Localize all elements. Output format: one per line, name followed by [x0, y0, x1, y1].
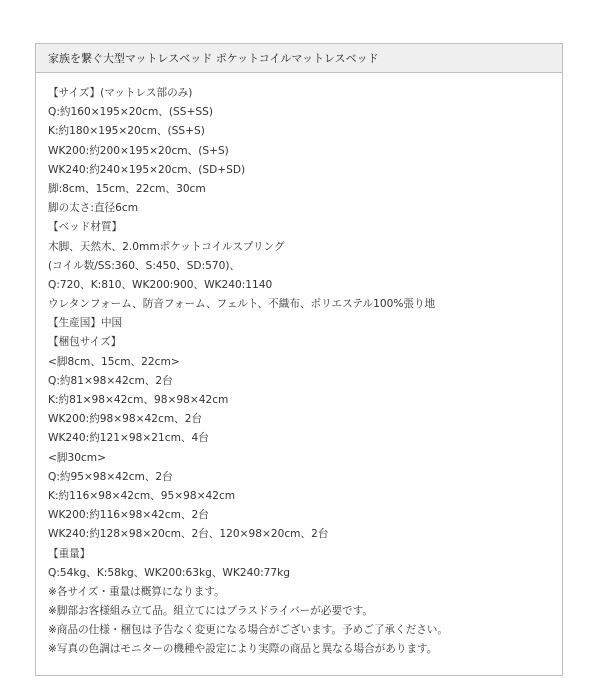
spec-line: K:約180×195×20cm、(SS+S) — [48, 125, 205, 138]
spec-line: Q:約81×98×42cm、2台 — [48, 374, 173, 387]
spec-line: <脚8cm、15cm、22cm> — [48, 355, 180, 368]
spec-line: WK240:約128×98×20cm、2台、120×98×20cm、2台 — [48, 528, 329, 541]
spec-line: ※写真の色調はモニターの機種や設定により実際の商品と異なる場合があります。 — [48, 643, 438, 656]
spec-line: ※各サイズ・重量は概算になります。 — [48, 585, 225, 598]
spec-line: ウレタンフォーム、防音フォーム、フェルト、不織布、ポリエステル100%張り地 — [48, 298, 436, 311]
spec-line: ※商品の仕様・梱包は予告なく変更になる場合がございます。予めご了承ください。 — [48, 624, 448, 637]
spec-line: 脚の太さ:直径6cm — [48, 202, 139, 215]
spec-list — [36, 73, 562, 660]
spec-line: K:約81×98×42cm、98×98×42cm — [48, 394, 229, 406]
spec-line: 脚:8cm、15cm、22cm、30cm — [48, 182, 206, 195]
spec-line: 木脚、天然木、2.0mmポケットコイルスプリング — [48, 240, 285, 253]
spec-line: (コイル数/SS:360、S:450、SD:570)、 — [48, 259, 241, 272]
spec-line: Q:54kg、K:58kg、WK200:63kg、WK240:77kg — [48, 566, 290, 579]
panel-header — [36, 44, 562, 73]
spec-line: 【重量】 — [48, 547, 91, 560]
spec-line: WK200:約200×195×20cm、(S+S) — [48, 144, 229, 157]
spec-line: WK240:約240×195×20cm、(SD+SD) — [48, 163, 246, 176]
spec-line: Q:720、K:810、WK200:900、WK240:1140 — [48, 278, 273, 291]
spec-line: K:約116×98×42cm、95×98×42cm — [48, 489, 236, 502]
spec-line: Q:約95×98×42cm、2台 — [48, 470, 173, 483]
panel-title: 家族を繋ぐ大型マットレスベッド ポケットコイルマットレスベッド — [48, 52, 379, 65]
spec-line: WK200:約116×98×42cm、2台 — [48, 509, 209, 522]
spec-line: Q:約160×195×20cm、(SS+SS) — [48, 106, 213, 119]
spec-line: 【ベッド材質】 — [48, 221, 123, 234]
spec-line: <脚30cm> — [48, 451, 106, 464]
spec-line: 【サイズ】(マットレス部のみ) — [48, 87, 193, 99]
spec-panel — [35, 43, 563, 676]
spec-line: 【梱包サイズ】 — [48, 336, 122, 349]
spec-line: 【生産国】中国 — [48, 317, 123, 330]
spec-line: WK200:約98×98×42cm、2台 — [48, 413, 203, 426]
spec-line: WK240:約121×98×21cm、4台 — [48, 432, 209, 445]
spec-line: ※脚部お客様組み立て品。組立てにはプラスドライバーが必要です。 — [48, 605, 373, 618]
